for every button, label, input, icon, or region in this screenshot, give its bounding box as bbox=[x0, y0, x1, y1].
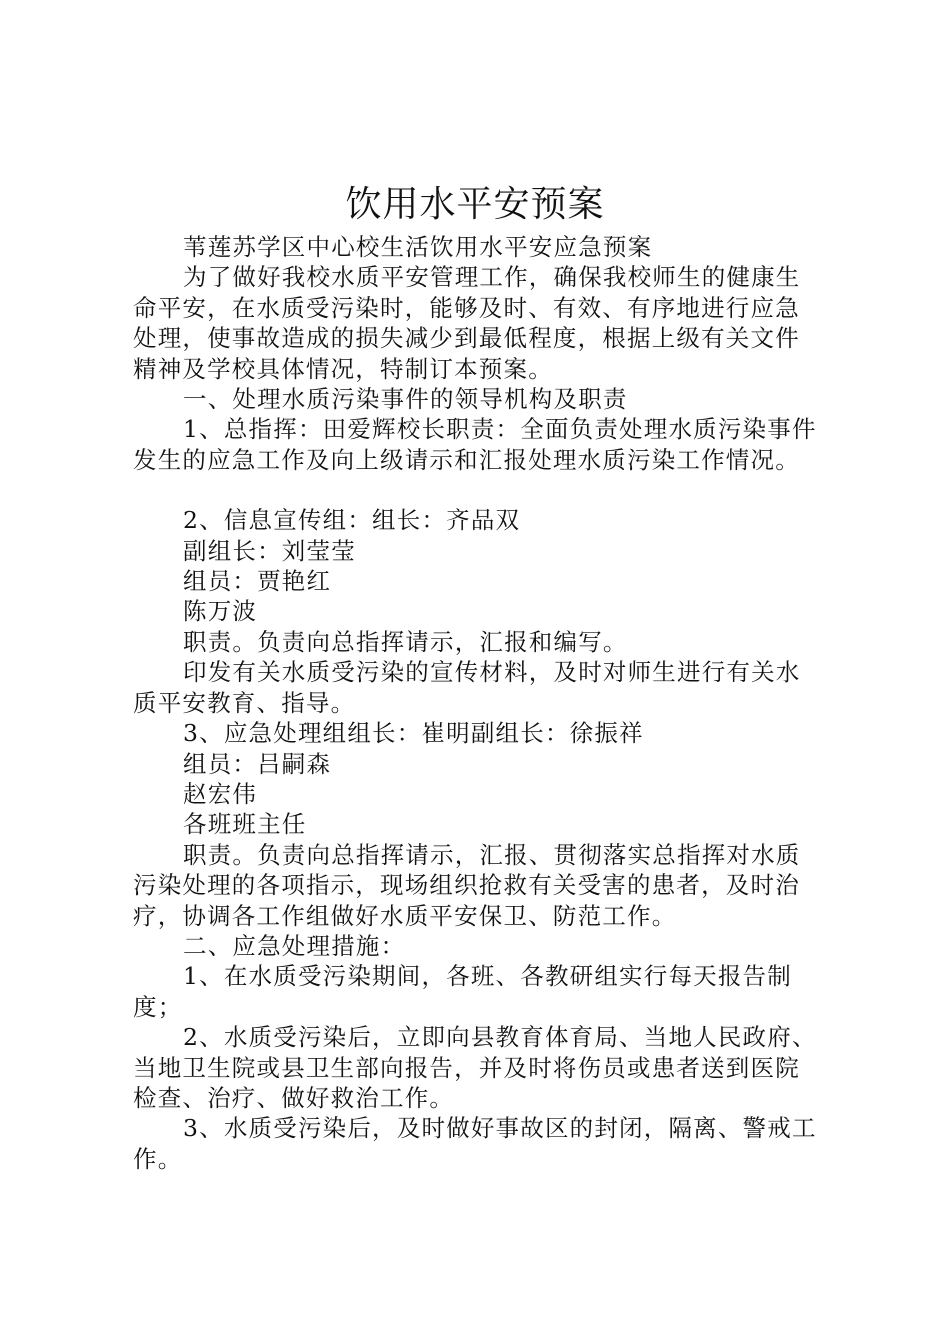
section-heading-1: 一、处理水质污染事件的领导机构及职责 bbox=[183, 385, 628, 414]
info-group-duty-detail: 印发有关水质受污染的宣传材料，及时对师生进行有关水质平安教育、指导。 bbox=[133, 658, 801, 717]
info-group-paragraph: 2、信息宣传组：组长：齐品双 bbox=[183, 506, 521, 535]
info-group-member: 陈万波 bbox=[183, 597, 258, 626]
info-group-duty: 职责。负责向总指挥请示，汇报和编写。 bbox=[183, 627, 628, 656]
emergency-group-member: 赵宏伟 bbox=[183, 779, 258, 808]
emergency-group-member: 各班班主任 bbox=[183, 810, 307, 839]
intro-paragraph: 为了做好我校水质平安管理工作，确保我校师生的健康生命平安，在水质受污染时，能够及时、有效、有序地进行应急处理，使事故造成的损失减少到最低程度，根据上级有关文件精神及学校具体情况，特制订本预案。 bbox=[133, 263, 801, 383]
measure-paragraph: 1、在水质受污染期间，各班、各教研组实行每天报告制度； bbox=[133, 962, 792, 1021]
emergency-group-member: 组员：吕嗣森 bbox=[183, 749, 332, 778]
info-group-member: 组员：贾艳红 bbox=[183, 567, 332, 596]
emergency-group-duty: 职责。负责向总指挥请示，汇报、贯彻落实总指挥对水质污染处理的各项指示，现场组织抢救有关受害的患者，及时治疗，协调各工作组做好水质平安保卫、防范工作。 bbox=[133, 840, 801, 930]
measure-paragraph: 2、水质受污染后，立即向县教育体育局、当地人民政府、当地卫生院或县卫生部向报告，并及时将伤员或患者送到医院检查、治疗、做好救治工作。 bbox=[133, 1023, 817, 1112]
section-heading-2: 二、应急处理措施： bbox=[183, 931, 406, 960]
document-title: 饮用水平安预案 bbox=[345, 184, 605, 225]
document-body bbox=[133, 232, 823, 1174]
subtitle-paragraph: 苇莲苏学区中心校生活饮用水平安应急预案 bbox=[183, 233, 653, 261]
measure-paragraph: 3、水质受污染后，及时做好事故区的封闭，隔离、警戒工作。 bbox=[133, 1114, 817, 1173]
info-group-deputy: 副组长：刘莹莹 bbox=[183, 536, 356, 565]
commander-paragraph: 1、总指挥：田爱辉校长职责：全面负责处理水质污染事件发生的应急工作及向上级请示和汇报处理水质污染工作情况。 bbox=[133, 415, 817, 474]
emergency-group-paragraph: 3、应急处理组组长：崔明副组长：徐振祥 bbox=[183, 719, 644, 748]
